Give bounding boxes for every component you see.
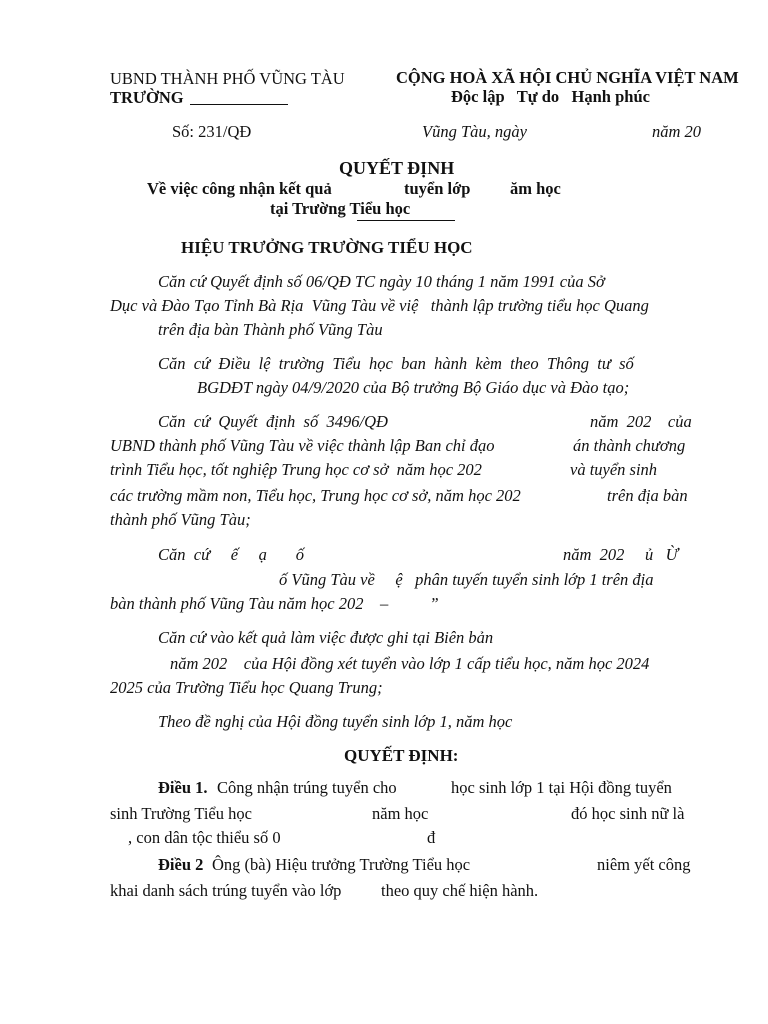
basis-1-line-3: trên địa bàn Thành phố Vũng Tàu — [158, 320, 383, 339]
article-2-line-1b: niêm yết công — [597, 855, 691, 874]
basis-1-line-1: Căn cứ Quyết định số 06/QĐ TC ngày 10 tháng 1 năm 1991 của Sở — [158, 272, 605, 291]
decision-heading: QUYẾT ĐỊNH: — [344, 746, 459, 765]
title-subject-part3: ăm học — [510, 179, 561, 198]
basis-2-line-2: BGDĐT ngày 04/9/2020 của Bộ trưởng Bộ Giáo dục và Đào tạo; — [197, 378, 630, 397]
national-title: CỘNG HOÀ XÃ HỘI CHỦ NGHĨA VIỆT NAM — [396, 68, 739, 87]
basis-3-line-5: thành phố Vũng Tàu; — [110, 510, 251, 529]
article-1-line-3a: , con dân tộc thiểu số 0 — [128, 828, 281, 847]
article-2-line-2a: khai danh sách trúng tuyển vào lớp — [110, 881, 342, 900]
school-name: TRƯỜNG — [110, 88, 184, 107]
basis-1-line-2: Dục và Đào Tạo Tỉnh Bà Rịa Vũng Tàu về việ thành lập trường tiểu học Quang — [110, 296, 649, 315]
article-1-label: Điều 1. — [158, 778, 208, 797]
authority-name: UBND THÀNH PHỐ VŨNG TÀU — [110, 69, 345, 88]
title-subject-part2: tuyển lớp — [404, 179, 471, 198]
document-title: QUYẾT ĐỊNH — [339, 158, 455, 178]
article-2-label: Điều 2 — [158, 855, 204, 874]
article-1-line-2c: đó học sinh nữ là — [571, 804, 685, 823]
basis-4-line-1b: năm 202 ủ Ừ — [563, 545, 679, 564]
basis-3-line-4b: trên địa bàn — [607, 486, 688, 505]
article-1-line-3b: đ — [427, 828, 436, 847]
basis-3-line-2a: UBND thành phố Vũng Tàu về việc thành lập Ban chỉ đạo — [110, 436, 495, 455]
basis-3-line-4a: các trường mầm non, Tiểu học, Trung học cơ sở, năm học 202 — [110, 486, 521, 505]
basis-4-line-2: ố Vũng Tàu về ệ phân tuyến tuyển sinh lớp 1 trên địa — [279, 570, 654, 589]
issuer-heading: HIỆU TRƯỞNG TRƯỜNG TIỂU HỌC — [181, 238, 473, 257]
basis-4-line-1a: Căn cứ ế ạ ố — [158, 545, 305, 564]
title-subject-school: tại Trường Tiểu học — [270, 199, 411, 218]
school-name-underline — [190, 104, 288, 105]
title-underline — [357, 220, 455, 221]
article-1-line-2a: sinh Trường Tiểu học — [110, 804, 252, 823]
basis-2-line-1: Căn cứ Điều lệ trường Tiểu học ban hành kèm theo Thông tư số — [158, 354, 634, 373]
basis-3-line-3b: và tuyển sinh — [570, 460, 658, 479]
basis-5-line-2: năm 202 của Hội đồng xét tuyển vào lớp 1 cấp tiểu học, năm học 2024 — [170, 654, 650, 673]
national-motto: Độc lập Tự do Hạnh phúc — [451, 87, 650, 106]
article-1-line-1a: Công nhận trúng tuyển cho — [217, 778, 397, 797]
basis-6-line-1: Theo đề nghị của Hội đồng tuyển sinh lớp 1, năm học — [158, 712, 513, 731]
document-number: Số: 231/QĐ — [172, 122, 252, 141]
place-date: Vũng Tàu, ngày — [422, 122, 527, 141]
date-year: năm 20 — [652, 122, 702, 141]
basis-5-line-1: Căn cứ vào kết quả làm việc được ghi tại Biên bản — [158, 628, 494, 647]
article-1-line-1b: học sinh lớp 1 tại Hội đồng tuyển — [451, 778, 672, 797]
basis-3-line-2b: án thành chương — [573, 436, 686, 455]
title-subject-part1: Về việc công nhận kết quả — [147, 179, 332, 198]
basis-3-line-3a: trình Tiểu học, tốt nghiệp Trung học cơ sở năm học 202 — [110, 460, 482, 479]
basis-3-line-1a: Căn cứ Quyết định số 3496/QĐ — [158, 412, 388, 431]
article-2-line-2b: theo quy chế hiện hành. — [381, 881, 539, 900]
basis-4-line-3: bàn thành phố Vũng Tàu năm học 202 – ” — [110, 594, 439, 613]
basis-5-line-3: 2025 của Trường Tiểu học Quang Trung; — [110, 678, 383, 697]
basis-3-line-1b: năm 202 của — [590, 412, 692, 431]
article-1-line-2b: năm học — [372, 804, 429, 823]
article-2-line-1a: Ông (bà) Hiệu trưởng Trường Tiểu học — [212, 855, 471, 874]
